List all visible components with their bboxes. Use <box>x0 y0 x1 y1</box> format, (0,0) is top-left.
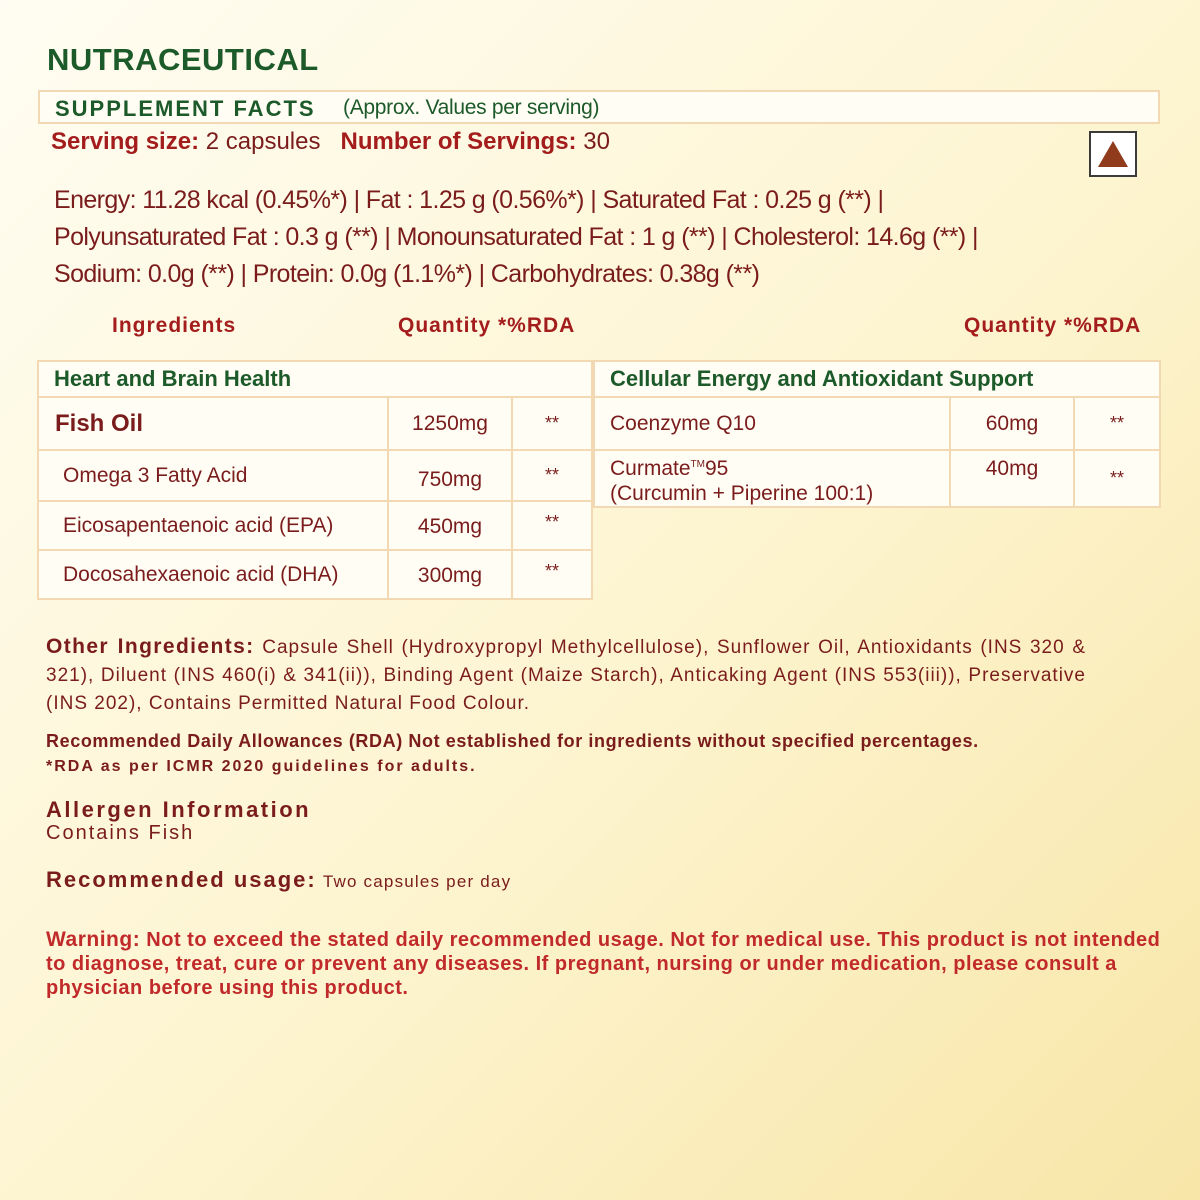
nutrition-line: Energy: 11.28 kcal (0.45%*) | Fat : 1.25 g (0.56%*) | Saturated Fat : 0.25 g (**) | <box>54 186 884 214</box>
other-ingredients-text: Capsule Shell (Hydroxypropyl Methylcellulose), Sunflower Oil, Antioxidants (INS 320 & 321), Diluent (INS 460(i) & 341(ii)), Binding Agent (Maize Starch), Anticaking Agent (INS 553(iii)), Preservative (INS 202), Contains Permitted Natural Food Colour. <box>46 637 1086 714</box>
nutrition-line: Polyunsaturated Fat : 0.3 g (**) | Monounsaturated Fat : 1 g (**) | Cholesterol: 14.6g (**) | <box>54 223 978 251</box>
ingredient-name: Eicosapentaenoic acid (EPA) <box>38 501 388 550</box>
ingredient-name-suffix: 95 <box>704 457 729 480</box>
servings-number-value: 30 <box>583 128 610 155</box>
ingredient-qty: 450mg <box>388 501 512 550</box>
ingredient-name-line2: (Curcumin + Piperine 100:1) <box>610 482 874 505</box>
usage-value: Two capsules per day <box>322 872 512 891</box>
warning-label: Warning: <box>46 928 141 951</box>
ingredient-name: Curmate <box>610 457 691 480</box>
section-title: Heart and Brain Health <box>38 361 592 397</box>
heart-brain-table <box>37 360 593 600</box>
ingredients-header: Ingredients <box>112 314 237 337</box>
table-row <box>594 450 1160 507</box>
quantity-rda-header-right: Quantity *%RDA <box>964 314 1142 337</box>
table-row <box>594 397 1160 450</box>
veg-nonveg-mark-icon <box>1089 131 1137 177</box>
ingredient-rda: ** <box>512 397 592 450</box>
supplement-facts-title: SUPPLEMENT FACTS <box>55 96 316 121</box>
supplement-facts-subtitle: (Approx. Values per serving) <box>343 96 600 119</box>
serving-size-value: 2 capsules <box>205 128 321 155</box>
trademark-mark: TM <box>690 459 705 470</box>
warning-text: Not to exceed the stated daily recommended usage. Not for medical use. This product is not intended to diagnose, treat, cure or prevent any diseases. If pregnant, nursing or under medication, please consult a physician before using this product. <box>46 929 1161 999</box>
ingredient-qty: 750mg <box>388 450 512 501</box>
supplement-facts-header <box>38 90 1160 124</box>
quantity-rda-header-left: Quantity *%RDA <box>398 314 576 337</box>
allergen-value: Contains Fish <box>46 822 195 844</box>
table-row <box>38 450 592 501</box>
table-row <box>38 501 592 550</box>
rda-note <box>46 729 979 779</box>
usage-label: Recommended usage: <box>46 867 317 892</box>
ingredient-rda: ** <box>512 550 592 599</box>
page-title: NUTRACEUTICAL <box>47 42 319 77</box>
serving-info <box>51 128 610 156</box>
ingredient-qty: 300mg <box>388 550 512 599</box>
ingredient-rda: ** <box>512 501 592 550</box>
ingredient-rda: ** <box>1074 397 1160 450</box>
serving-size-label: Serving size: <box>51 128 200 155</box>
ingredient-rda: ** <box>512 450 592 501</box>
other-ingredients <box>46 633 1086 718</box>
ingredient-rda: ** <box>1074 450 1160 507</box>
ingredient-name: Fish Oil <box>38 397 388 450</box>
rda-note-line2: *RDA as per ICMR 2020 guidelines for adults. <box>46 758 477 775</box>
ingredient-name-curmate <box>594 450 950 507</box>
recommended-usage <box>46 867 511 893</box>
ingredient-name: Omega 3 Fatty Acid <box>38 450 388 501</box>
table-row <box>38 397 592 450</box>
nutrition-line: Sodium: 0.0g (**) | Protein: 0.0g (1.1%*) | Carbohydrates: 0.38g (**) <box>54 260 760 288</box>
other-ingredients-label: Other Ingredients: <box>46 635 255 658</box>
section-title: Cellular Energy and Antioxidant Support <box>594 361 1160 397</box>
ingredient-qty: 60mg <box>950 397 1074 450</box>
rda-note-line1: Recommended Daily Allowances (RDA) Not established for ingredients without specified percentages. <box>46 731 979 751</box>
servings-number-label: Number of Servings: <box>340 128 577 155</box>
cellular-energy-table <box>593 360 1161 508</box>
nutrition-summary <box>54 182 1134 293</box>
ingredient-qty: 1250mg <box>388 397 512 450</box>
allergen-title: Allergen Information <box>46 797 312 822</box>
warning <box>46 928 1166 1000</box>
ingredient-name: Docosahexaenoic acid (DHA) <box>38 550 388 599</box>
table-row <box>38 550 592 599</box>
ingredient-qty: 40mg <box>950 450 1074 507</box>
ingredient-name: Coenzyme Q10 <box>594 397 950 450</box>
